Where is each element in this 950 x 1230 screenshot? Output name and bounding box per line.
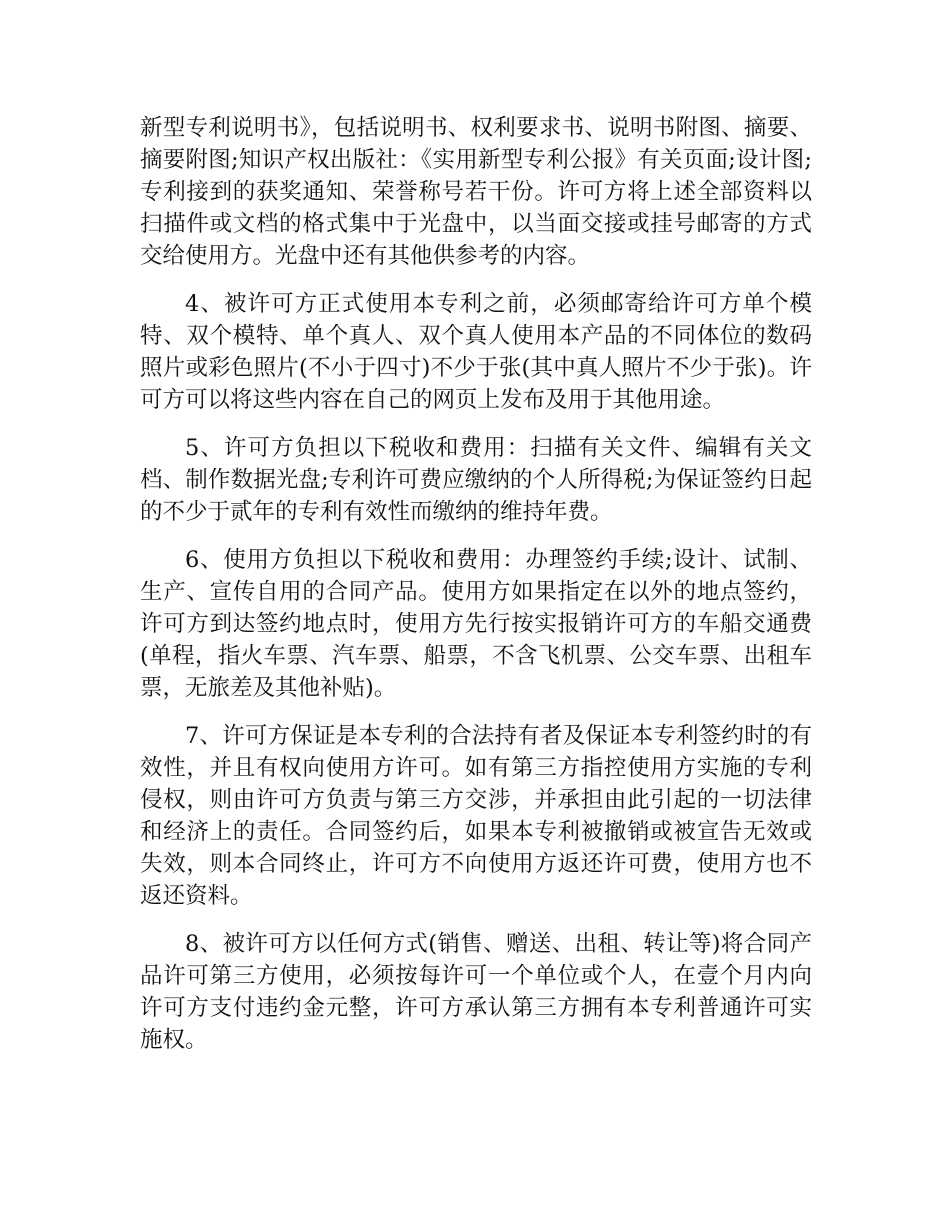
paragraph-clause-6: 6、使用方负担以下税收和费用：办理签约手续;设计、试制、生产、宣传自用的合同产品。使用方如果指定在以外的地点签约，许可方到达签约地点时，使用方先行按实报销许可方的车船交通费(单程，指火车票、汽车票、船票，不含飞机票、公交车票、出租车票，无旅差及其他补贴)。 (140, 547, 812, 701)
paragraph-clause-4: 4、被许可方正式使用本专利之前，必须邮寄给许可方单个模特、双个模特、单个真人、双个真人使用本产品的不同体位的数码照片或彩色照片(不小于四寸)不少于张(其中真人照片不少于张)。许可方可以将这些内容在自己的网页上发布及用于其他用途。 (140, 291, 812, 413)
paragraph-continuation: 新型专利说明书》，包括说明书、权利要求书、说明书附图、摘要、摘要附图;知识产权出版社：《实用新型专利公报》有关页面;设计图;专利接到的获奖通知、荣誉称号若干份。许可方将上述全部资料以扫描件或文档的格式集中于光盘中，以当面交接或挂号邮寄的方式交给使用方。光盘中还有其他供参考的内容。 (140, 115, 812, 269)
paragraph-clause-8: 8、被许可方以任何方式(销售、赠送、出租、转让等)将合同产品许可第三方使用，必须按每许可一个单位或个人，在壹个月内向许可方支付违约金元整，许可方承认第三方拥有本专利普通许可实施权。 (140, 931, 812, 1053)
paragraph-clause-7: 7、许可方保证是本专利的合法持有者及保证本专利签约时的有效性，并且有权向使用方许可。如有第三方指控使用方实施的专利侵权，则由许可方负责与第三方交涉，并承担由此引起的一切法律和经济上的责任。合同签约后，如果本专利被撤销或被宣告无效或失效，则本合同终止，许可方不向使用方返还许可费，使用方也不返还资料。 (140, 723, 812, 909)
paragraph-clause-5: 5、许可方负担以下税收和费用：扫描有关文件、编辑有关文档、制作数据光盘;专利许可费应缴纳的个人所得税;为保证签约日起的不少于贰年的专利有效性而缴纳的维持年费。 (140, 435, 812, 525)
document-body (140, 112, 812, 1072)
